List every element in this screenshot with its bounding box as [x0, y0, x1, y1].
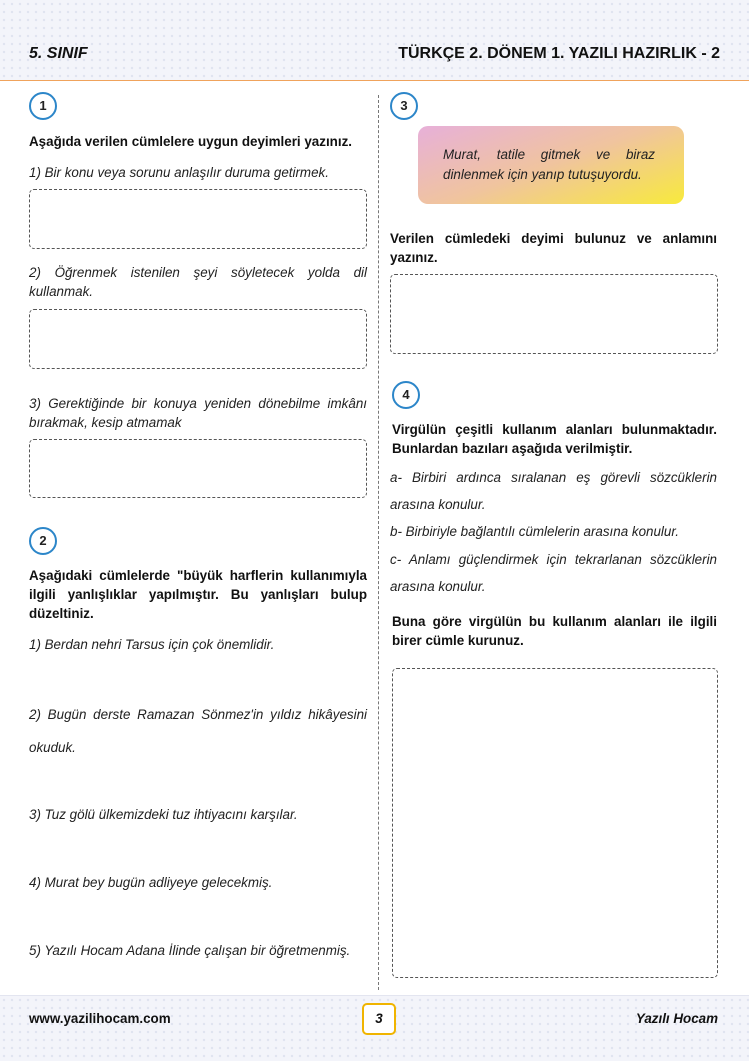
question-1-item-3: 3) Gerektiğinde bir konuya yeniden dönebilme imkânı bırakmak, kesip atmamak [29, 396, 367, 430]
question-2-item-1: 1) Berdan nehri Tarsus için çok önemlidir. [29, 637, 275, 652]
answer-box-1-3[interactable] [29, 439, 367, 498]
question-2-prompt: Aşağıdaki cümlelerde "büyük harflerin kullanımıyla ilgili yanlışlıklar yapılmıştır. Bu yanlışları bulup düzeltiniz. [29, 568, 367, 621]
question-2-item-2: 2) Bugün derste Ramazan Sönmez'in yıldız hikâyesini [29, 707, 367, 722]
question-2-number: 2 [29, 527, 57, 555]
question-4-item-a: a- Birbiri ardınca sıralanan eş görevli sözcüklerin [390, 470, 717, 485]
quote-text: Murat, tatile gitmek ve biraz dinlenmek için yanıp tutuşuyordu. [443, 147, 655, 182]
answer-box-1-2[interactable] [29, 309, 367, 369]
question-4-prompt: Virgülün çeşitli kullanım alanları bulunmaktadır. Bunlardan bazıları aşağıda verilmiştir. [392, 422, 717, 456]
answer-box-1-1[interactable] [29, 189, 367, 249]
question-1-number: 1 [29, 92, 57, 120]
page-title: TÜRKÇE 2. DÖNEM 1. YAZILI HAZIRLIK - 2 [398, 45, 720, 62]
brand-name: Yazılı Hocam [635, 1011, 718, 1026]
question-4-task: Buna göre virgülün bu kullanım alanları ile ilgili birer cümle kurunuz. [392, 614, 717, 648]
question-2-item-3: 3) Tuz gölü ülkemizdeki tuz ihtiyacını karşılar. [29, 807, 298, 822]
question-4-item-c: c- Anlamı güçlendirmek için tekrarlanan sözcüklerin [390, 552, 717, 567]
page-header [0, 0, 749, 81]
question-2-item-4: 4) Murat bey bugün adliyeye gelecekmiş. [29, 875, 273, 890]
website-link[interactable]: www.yazilihocam.com [29, 1011, 171, 1026]
question-1-item-2: 2) Öğrenmek istenilen şeyi söyletecek yolda dil kullanmak. [29, 265, 367, 299]
question-2-item-2-cont: okuduk. [29, 740, 76, 755]
question-2-item-5: 5) Yazılı Hocam Adana İlinde çalışan bir öğretmenmiş. [29, 943, 351, 958]
question-1-prompt: Aşağıda verilen cümlelere uygun deyimleri yazınız. [29, 134, 352, 149]
question-4-item-b: b- Birbiriyle bağlantılı cümlelerin arasına konulur. [390, 524, 680, 539]
question-4-item-c-cont: arasına konulur. [390, 579, 486, 594]
column-divider [378, 95, 379, 990]
answer-box-3[interactable] [390, 274, 718, 354]
question-3-prompt: Verilen cümledeki deyimi bulunuz ve anlamını yazınız. [390, 231, 717, 265]
answer-box-4[interactable] [392, 668, 718, 978]
question-4-item-a-cont: arasına konulur. [390, 497, 486, 512]
question-4-number: 4 [392, 381, 420, 409]
question-3-number: 3 [390, 92, 418, 120]
quote-box [418, 126, 684, 204]
question-1-item-1: 1) Bir konu veya sorunu anlaşılır duruma getirmek. [29, 165, 329, 180]
grade-label: 5. SINIF [29, 45, 88, 62]
page-number: 3 [362, 1003, 396, 1035]
